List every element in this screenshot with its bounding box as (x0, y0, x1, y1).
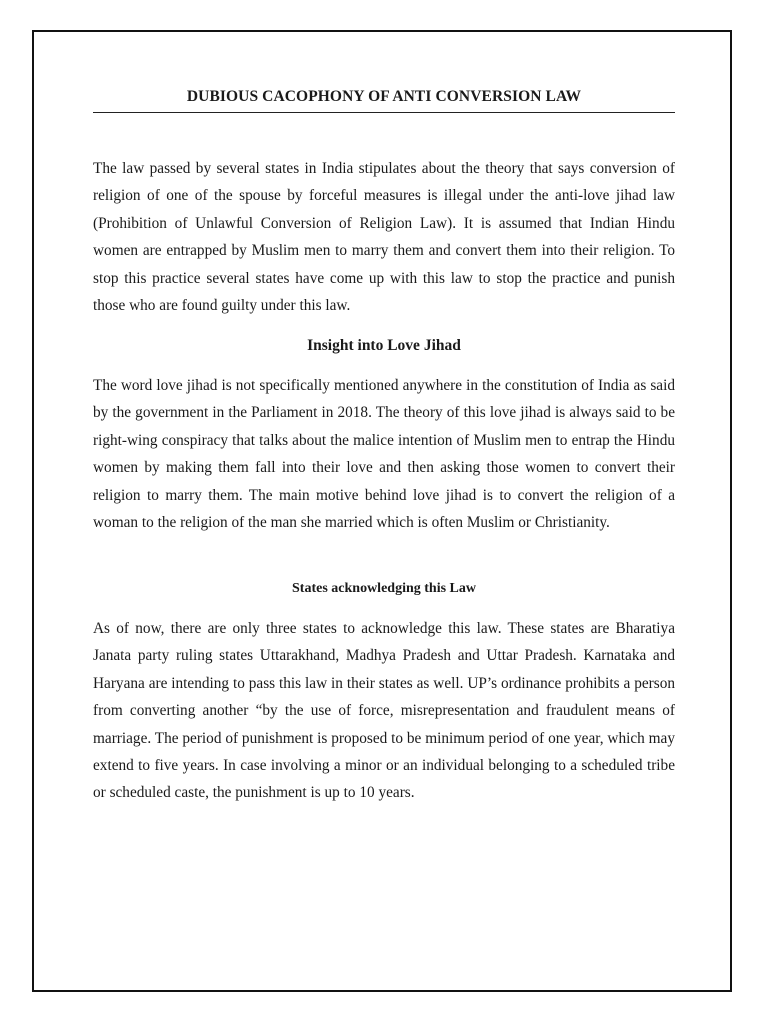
paragraph-love-jihad: The word love jihad is not specifically mentioned anywhere in the constitution of India as said by the government in the Parliament in 2018. The theory of this love jihad is always said to be right-wing conspiracy that talks about the malice intention of Muslim men to entrap the Hindu women by making them fall into their love and then asking those women to convert their religion to marry them. The main motive behind love jihad is to convert the religion of a woman to the religion of the man she married which is often Muslim or Christianity. (93, 377, 675, 532)
paragraph-states: As of now, there are only three states to acknowledge this law. These states are Bharatiya Janata party ruling states Uttarakhand, Madhya Pradesh and Uttar Pradesh. Karnataka and Haryana are intending to pass this law in their states as well. UP’s ordinance prohibits a person from converting another “by the use of force, misrepresentation and fraudulent means of marriage. The period of punishment is proposed to be minimum period of one year, which may extend to five years. In case involving a minor or an individual belonging to a scheduled tribe or scheduled caste, the punishment is up to 10 years. (93, 620, 675, 802)
section-heading-states: States acknowledging this Law (292, 581, 476, 596)
document-title: DUBIOUS CACOPHONY OF ANTI CONVERSION LAW (93, 87, 675, 113)
paragraph-intro: The law passed by several states in India stipulates about the theory that says conversion of religion of one of the spouse by forceful measures is illegal under the anti-love jihad law (Prohibition of Unlawful Conversion of Religion Law). It is assumed that Indian Hindu women are entrapped by Muslim men to marry them and convert them into their religion. To stop this practice several states have come up with this law to stop the practice and punish those who are found guilty under this law. (93, 160, 675, 315)
section-heading-love-jihad: Insight into Love Jihad (307, 337, 461, 354)
